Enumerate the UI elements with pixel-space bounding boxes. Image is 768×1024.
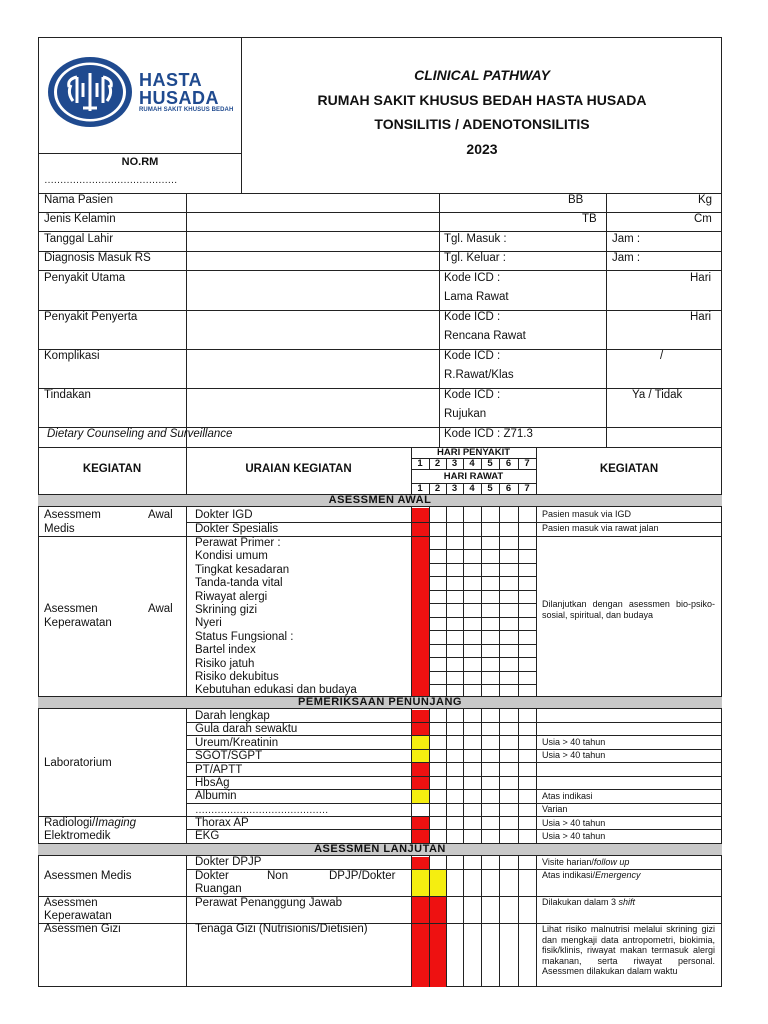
row-line — [186, 776, 722, 777]
keperawatan-item: Risiko dekubitus — [195, 671, 279, 683]
note-igd: Pasien masuk via IGD — [542, 509, 632, 519]
label-tindakan: Tindakan — [44, 389, 91, 401]
hari-rawat-day: 6 — [505, 483, 512, 494]
note-spesialis: Pasien masuk via rawat jalan — [542, 523, 659, 533]
keperawatan-item: Status Fungsional : — [195, 630, 294, 643]
day-col-line — [518, 856, 519, 987]
day-col-line — [481, 856, 482, 987]
lab-label: Laboratorium — [44, 757, 112, 769]
note-keperawatan: Dilanjutkan dengan asessmen bio-psiko-sosial, spiritual, dan budaya — [542, 599, 715, 620]
label-jam-masuk: Jam : — [612, 233, 641, 245]
radiologi-label-a: Radiologi/ — [44, 817, 96, 829]
label-jenis-kelamin: Jenis Kelamin — [44, 213, 116, 225]
label-hari-2: Hari — [690, 311, 712, 323]
head-kegiatan-right: KEGIATAN — [599, 463, 659, 475]
note-non-dpjp — [542, 870, 641, 881]
hari-penyakit-day: 4 — [469, 458, 475, 469]
row-line — [38, 536, 722, 537]
hari-rawat-day: 2 — [434, 483, 441, 494]
lab-item: Darah lengkap — [195, 710, 270, 722]
label-tgl-masuk: Tgl. Masuk : — [444, 233, 507, 245]
label-icd-3: Kode ICD : — [444, 350, 501, 362]
hari-penyakit-day: 6 — [505, 458, 512, 469]
lanjutan-medis-label: Asessmen Medis — [44, 870, 132, 882]
item-dokter-spesialis: Dokter Spesialis — [195, 523, 279, 535]
label-tgl-keluar: Tgl. Keluar : — [444, 252, 506, 264]
day-row-line — [411, 657, 536, 658]
keperawatan-item: Nyeri — [195, 617, 222, 630]
keperawatan-item: Kebutuhan edukasi dan budaya — [195, 684, 357, 697]
note-dpjp-b: follow up — [593, 857, 630, 867]
section-asessmen-awal: ASESSMEN AWAL — [38, 494, 722, 507]
radiologi-label-b: Imaging — [95, 817, 137, 829]
note-thorax: Usia > 40 tahun — [542, 818, 606, 828]
row-line — [186, 789, 722, 790]
day-row-line — [411, 671, 536, 672]
non-dpjp-word-4: Ruangan — [195, 883, 242, 895]
lanjutan-gizi-label: Asessmen Gizi — [44, 923, 121, 935]
norm-label: NO.RM — [121, 156, 159, 168]
label-tanggal-lahir: Tanggal Lahir — [44, 233, 114, 245]
day-cell-yellow — [412, 870, 429, 896]
item-ekg: EKG — [195, 830, 220, 842]
awal-kep-label-1: Asessmen — [44, 603, 98, 615]
row-line — [38, 816, 722, 817]
awal-kep-label-1b: Awal — [148, 603, 173, 615]
label-slash: / — [660, 350, 664, 362]
title-diagnosis: TONSILITIS / ADENOTONSILITIS — [374, 116, 590, 132]
head-hari-penyakit: HARI PENYAKIT — [436, 447, 511, 458]
lab-item: …………………………………… — [195, 804, 328, 816]
keperawatan-item: Skrining gizi — [195, 604, 257, 616]
label-icd-2: Kode ICD : — [444, 311, 501, 323]
hari-penyakit-day: 5 — [487, 458, 493, 469]
title-hospital: RUMAH SAKIT KHUSUS BEDAH HASTA HUSADA — [317, 92, 647, 108]
logo-subtitle: RUMAH SAKIT KHUSUS BEDAH — [139, 107, 234, 113]
day-row-line — [411, 684, 536, 685]
clinical-pathway-document — [38, 37, 722, 987]
day-cell-yellow — [412, 790, 429, 803]
label-icd-5: Kode ICD : Z71.3 — [444, 428, 533, 440]
hari-rawat-day: 4 — [469, 483, 475, 494]
label-cm: Cm — [694, 213, 712, 225]
section-asessmen-lanjutan: ASESSMEN LANJUTAN — [38, 843, 722, 856]
awal-medis-label-2: Medis — [44, 523, 75, 535]
day-cell-red — [412, 817, 429, 843]
day-row-line — [411, 590, 536, 591]
note-sgot: Usia > 40 tahun — [542, 750, 606, 760]
hari-penyakit-day: 1 — [417, 458, 423, 469]
label-icd-4: Kode ICD : — [444, 389, 501, 401]
awal-medis-label-1b: Awal — [148, 509, 173, 521]
note-ekg: Usia > 40 tahun — [542, 831, 606, 841]
awal-kep-label-2: Keperawatan — [44, 617, 112, 629]
day-cell-yellow — [430, 870, 446, 896]
awal-medis-label-1: Asessmem — [44, 509, 101, 521]
item-dokter-dpjp: Dokter DPJP — [195, 856, 262, 868]
day-cell-red — [412, 857, 429, 869]
note-ureum: Usia > 40 tahun — [542, 737, 606, 747]
keperawatan-item: Tanda-tanda vital — [195, 577, 283, 590]
hari-penyakit-day: 3 — [451, 458, 458, 469]
day-cell-red — [412, 897, 429, 987]
title-clinical-pathway: CLINICAL PATHWAY — [414, 67, 550, 83]
note-kep-b: shift — [618, 897, 636, 907]
label-bb: BB — [568, 194, 584, 206]
label-penyakit-penyerta: Penyakit Penyerta — [44, 311, 138, 323]
label-jam-keluar: Jam : — [612, 252, 641, 264]
row-line — [186, 762, 722, 763]
section-pemeriksaan-penunjang: PEMERIKSAAN PENUNJANG — [38, 696, 722, 709]
lab-item: Albumin — [195, 790, 237, 803]
item-tenaga-gizi: Tenaga Gizi (Nutrisionis/Dietisien) — [195, 923, 368, 935]
logo-name-1: HASTA — [139, 70, 203, 90]
item-perawat-pj: Perawat Penanggung Jawab — [195, 897, 343, 909]
row-line — [186, 829, 722, 830]
logo-name-2: HUSADA — [139, 88, 220, 108]
day-row-line — [411, 563, 536, 564]
non-dpjp-word-2: Non — [267, 870, 289, 882]
day-row-line — [411, 630, 536, 631]
keperawatan-item: Riwayat alergi — [195, 590, 268, 603]
note-dpjp-a: Visite harian/ — [542, 857, 594, 867]
label-tb: TB — [582, 213, 597, 225]
label-diagnosis: Diagnosis Masuk RS — [44, 252, 151, 264]
note-dpjp — [542, 857, 629, 868]
elektromedik-label: Elektromedik — [44, 830, 111, 842]
keperawatan-item: Kondisi umum — [195, 550, 268, 563]
label-kg: Kg — [698, 194, 713, 206]
lab-item: HbsAg — [195, 777, 230, 789]
head-uraian: URAIAN KEGIATAN — [245, 463, 352, 475]
lanjutan-kep-label-2: Keperawatan — [44, 910, 112, 922]
day-row-line — [411, 576, 536, 577]
radiologi-label — [44, 817, 136, 830]
non-dpjp-word-1: Dokter — [195, 870, 229, 882]
keperawatan-item: Perawat Primer : — [195, 537, 281, 549]
title-year: 2023 — [466, 141, 498, 157]
note-non-b: Emergency — [595, 870, 641, 880]
hari-rawat-day: 7 — [524, 483, 530, 494]
label-komplikasi: Komplikasi — [44, 350, 100, 362]
lab-item: PT/APTT — [195, 763, 243, 776]
lanjutan-kep-label-1: Asessmen — [44, 897, 98, 909]
label-hari-1: Hari — [690, 272, 712, 284]
label-ya-tidak: Ya / Tidak — [632, 389, 683, 401]
lab-item: Gula darah sewaktu — [195, 723, 298, 736]
lab-item: Ureum/Kreatinin — [195, 736, 279, 749]
hari-penyakit-day: 7 — [524, 458, 530, 469]
hari-penyakit-day: 2 — [434, 458, 441, 469]
day-row-line — [411, 549, 536, 550]
note-kep-a: Dilakukan dalam 3 — [542, 897, 619, 907]
hari-rawat-day: 5 — [487, 483, 493, 494]
day-col-line — [446, 856, 447, 987]
day-cell-red — [430, 897, 446, 987]
item-dokter-igd: Dokter IGD — [195, 509, 253, 521]
day-row-line — [411, 603, 536, 604]
head-kegiatan-left: KEGIATAN — [82, 463, 142, 475]
keperawatan-item: Risiko jatuh — [195, 657, 255, 670]
label-penyakit-utama: Penyakit Utama — [44, 272, 126, 284]
day-cell-red — [412, 537, 429, 696]
keperawatan-item: Tingkat kesadaran — [195, 563, 290, 576]
hari-rawat-day: 3 — [451, 483, 458, 494]
note-keperawatan-lanjutan — [542, 897, 635, 908]
note-non-a: Atas indikasi/ — [542, 870, 596, 880]
note-varian: Varian — [542, 804, 568, 814]
label-dietary: Dietary Counseling and Surveillance — [47, 428, 233, 440]
label-lama-rawat: Lama Rawat — [444, 291, 509, 303]
lab-item: SGOT/SGPT — [195, 750, 263, 763]
day-row-line — [411, 644, 536, 645]
hari-rawat-day: 1 — [417, 483, 423, 494]
label-rujukan: Rujukan — [444, 408, 487, 420]
non-dpjp-word-3: DPJP/Dokter — [329, 870, 396, 882]
norm-value: …………………………………… — [44, 175, 177, 186]
note-albumin: Atas indikasi — [542, 791, 593, 801]
label-rencana-rawat: Rencana Rawat — [444, 330, 526, 342]
label-rawat-klas: R.Rawat/Klas — [444, 369, 514, 381]
day-row-line — [411, 617, 536, 618]
note-gizi: Lihat risiko malnutrisi melalui skrining gizi dan mengkaji data antropometri, biokimia, fisik/klinis, riwayat makan termasuk alergi makanan, serta riwayat personal. Asessmen dilakukan dalam waktu — [542, 924, 715, 976]
item-thorax: Thorax AP — [195, 817, 249, 829]
day-col-line — [463, 856, 464, 987]
label-icd-1: Kode ICD : — [444, 272, 501, 284]
label-nama-pasien: Nama Pasien — [44, 194, 114, 206]
head-hari-rawat: HARI RAWAT — [443, 471, 504, 482]
day-col-line — [499, 856, 500, 987]
keperawatan-item: Bartel index — [195, 644, 256, 657]
